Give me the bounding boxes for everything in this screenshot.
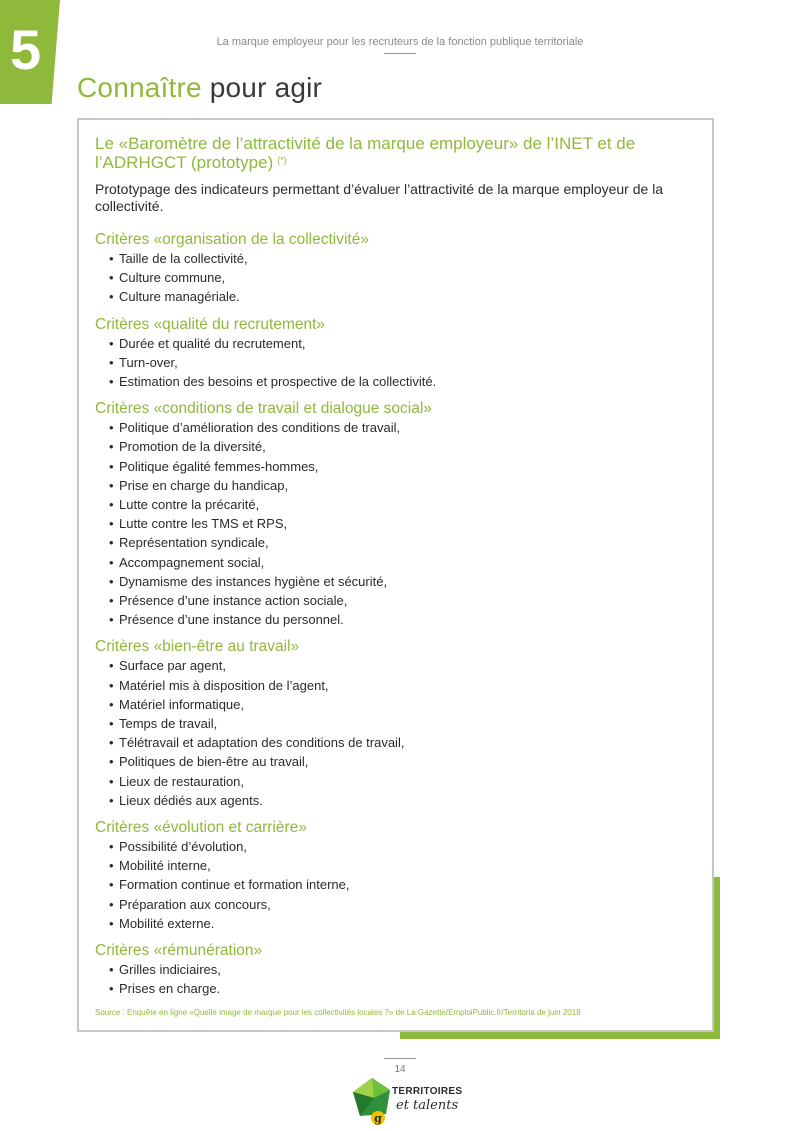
source-note: Source : Enquête en ligne «Quelle image de marque pour les collectivités locales ?» de La Gazette/EmploiPublic.fr/Territoria de juin 2018	[95, 1008, 581, 1017]
section-remuneration	[95, 941, 695, 998]
list-item: • Accompagnement social,	[95, 553, 695, 572]
list-item: • Matériel mis à disposition de l’agent,	[95, 676, 695, 695]
list-item: • Mobilité externe.	[95, 914, 695, 933]
criteria-sections	[95, 230, 695, 999]
section-title: Critères «organisation de la collectivité»	[95, 231, 369, 248]
list-item: • Culture commune,	[95, 268, 695, 287]
box-title	[95, 134, 695, 172]
section-organisation	[95, 230, 695, 307]
header-divider	[384, 53, 416, 54]
section-bien-etre	[95, 637, 695, 810]
section-title: Critères «conditions de travail et dialogue social»	[95, 400, 432, 418]
section-title: Critères «qualité du recrutement»	[95, 315, 326, 333]
logo-mark-letter: g	[374, 1112, 382, 1125]
chapter-number: 5	[10, 18, 42, 81]
criteria-list	[95, 418, 695, 629]
section-conditions-travail	[95, 399, 695, 629]
list-item: • Formation continue et formation interne,	[95, 875, 695, 894]
criteria-list	[95, 249, 695, 307]
list-item: • Culture managériale.	[95, 287, 695, 306]
criteria-list	[95, 960, 695, 998]
footer-divider	[384, 1058, 416, 1059]
list-item: • Présence d’une instance du personnel.	[95, 610, 695, 629]
page-title-rest: pour agir	[209, 72, 323, 103]
section-title: Critères «rémunération»	[95, 942, 263, 960]
list-item: • Surface par agent,	[95, 656, 695, 675]
page-number: 14	[394, 1064, 406, 1075]
list-item: • Turn-over,	[95, 353, 695, 372]
barometer-box	[77, 118, 714, 1032]
list-item: • Télétravail et adaptation des conditions de travail,	[95, 733, 695, 752]
list-item: • Taille de la collectivité,	[95, 249, 695, 268]
criteria-list	[95, 334, 695, 392]
page-title	[77, 72, 322, 104]
list-item: • Représentation syndicale,	[95, 533, 695, 552]
logo-mark-icon	[350, 1076, 394, 1126]
list-item: • Matériel informatique,	[95, 695, 695, 714]
logo-text-talents: et talents	[396, 1098, 459, 1113]
list-item: • Lieux dédiés aux agents.	[95, 791, 695, 810]
criteria-list	[95, 656, 695, 810]
list-item: • Politique d’amélioration des conditions de travail,	[95, 418, 695, 437]
box-intro: Prototypage des indicateurs permettant d’évaluer l’attractivité de la marque employeur de la collectivité.	[95, 181, 664, 214]
section-evolution-carriere	[95, 818, 695, 933]
list-item: • Prise en charge du handicap,	[95, 476, 695, 495]
footnote-marker: (*)	[277, 155, 287, 165]
list-item: • Lieux de restauration,	[95, 772, 695, 791]
list-item: • Préparation aux concours,	[95, 895, 695, 914]
section-title: Critères «évolution et carrière»	[95, 819, 307, 837]
list-item: • Lutte contre les TMS et RPS,	[95, 514, 695, 533]
section-title: Critères «bien-être au travail»	[95, 638, 300, 656]
box-title-text: Le «Baromètre de l’attractivité de la marque employeur» de l’INET et de l’ADRHGCT (prototype)	[95, 134, 636, 172]
list-item: • Grilles indiciaires,	[95, 960, 695, 979]
list-item: • Temps de travail,	[95, 714, 695, 733]
section-recrutement	[95, 315, 695, 392]
list-item: • Dynamisme des instances hygiène et sécurité,	[95, 572, 695, 591]
list-item: • Prises en charge.	[95, 979, 695, 998]
logo-text-territoires: TERRITOIRES	[392, 1086, 463, 1097]
page-title-accent: Connaître	[77, 72, 202, 103]
list-item: • Présence d’une instance action sociale,	[95, 591, 695, 610]
list-item: • Possibilité d’évolution,	[95, 837, 695, 856]
territoires-et-talents-logo	[350, 1076, 463, 1126]
list-item: • Estimation des besoins et prospective de la collectivité.	[95, 372, 695, 391]
list-item: • Politiques de bien-être au travail,	[95, 752, 695, 771]
list-item: • Lutte contre la précarité,	[95, 495, 695, 514]
criteria-list	[95, 837, 695, 933]
running-header: La marque employeur pour les recruteurs de la fonction publique territoriale	[216, 36, 584, 48]
list-item: • Mobilité interne,	[95, 856, 695, 875]
list-item: • Promotion de la diversité,	[95, 437, 695, 456]
list-item: • Politique égalité femmes-hommes,	[95, 457, 695, 476]
list-item: • Durée et qualité du recrutement,	[95, 334, 695, 353]
